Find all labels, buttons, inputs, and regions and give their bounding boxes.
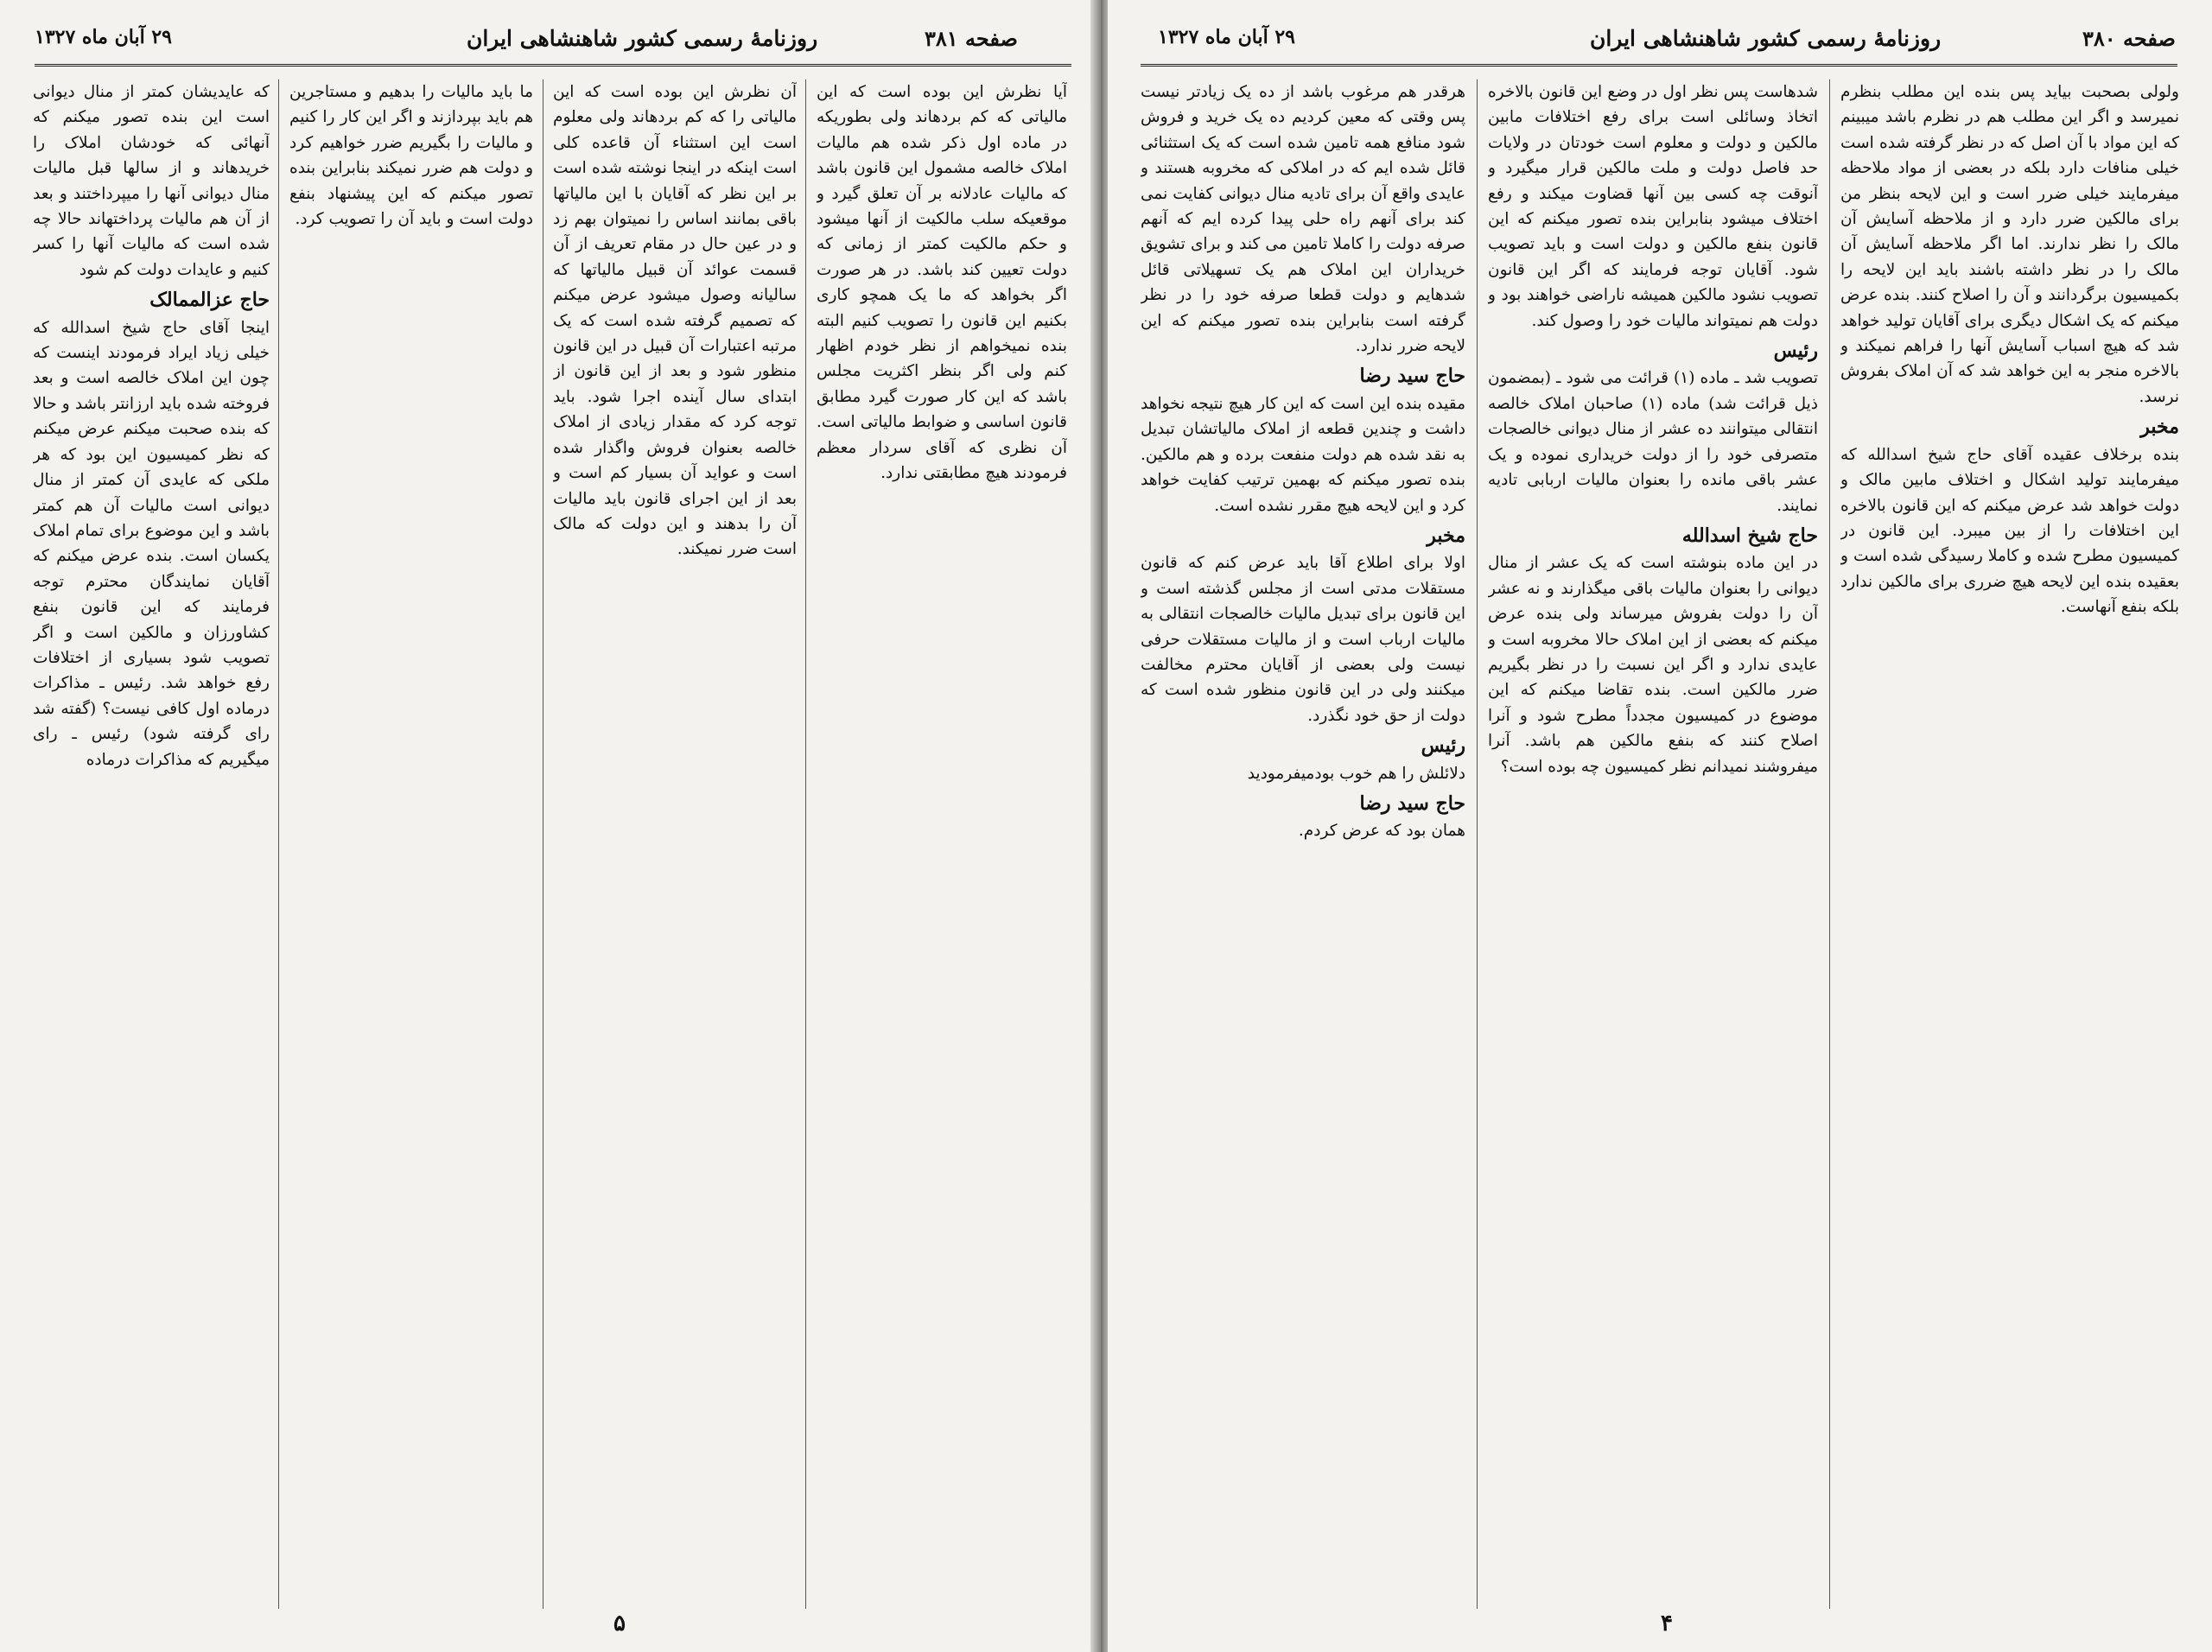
left-col4b-text: اینجا آقای حاج شیخ اسدالله که خیلی زیاد ایراد فرمودند اینست که چون این املاک خالصه است و بعد فروخته شده باید ارزانتر باشد و حالا که بنده صحبت میکنم عرض میکنم که نظر کمیسیون این بود که هر ملکی که عایدی آن کمتر از منال دیوانی است مالیات آن هم کمتر باشد و این موضوع برای تمام املاک یکسان است. بنده عرض میکنم که آقایان نمایندگان محترم توجه فرمایند که این قانون بنفع کشاورزان و مالکین است و اگر تصویب شود بسیاری از اختلافات رفع خواهد شد. رئیس ـ مذاکرات درماده اول کافی نیست؟ (گفته شد رای گرفته شود) رئیس ـ رای میگیریم که مذاکرات درماده xyxy=(33,318,270,769)
right-col1-text: هرقدر هم مرغوب باشد از ده یک زیادتر نیست پس وقتی که معین کردیم ده یک خرید و فروش شود منافع همه تامین شده است که یک استثنائی قائل شده ایم که در املاکی که مخروبه هستند و عایدی واقع آن برای تادیه منال دیوانی کفایت نمی کند برای آنهم راه حلی پیدا کرده ایم که آنهم صرفه دولت را کاملا تامین می کند و برای تشویق خریداران این املاک هم یک تسهیلاتی قائل شدهایم و دولت قطعا صرفه خود را در نظر گرفته است بنابراین بنده تصور میکنم که این لایحه ضرر ندارد. xyxy=(1141,83,1465,356)
left-column-3 xyxy=(289,79,533,1609)
column-divider xyxy=(805,79,806,1609)
left-column-2 xyxy=(553,79,797,1609)
right-col1e-text: همان بود که عرض کردم. xyxy=(1298,822,1465,841)
speaker-name: رئیس xyxy=(1421,734,1465,758)
left-col1-text: آیا نظرش این بوده است که این مالیاتی که کم بردهاند ولی بطوریکه در ماده اول ذکر شده هم مالیات املاک خالصه مشمول این قانون باشد که مالیات عادلانه بر آن تعلق گیرد و موقعیکه سلب مالکیت از آنها میشود و حکم مالکیت کمتر از زمانی که دولت تعیین کند باشد. در هر صورت اگر بخواهد که ما یک همچو کاری بکنیم این قانون را تصویب کنیم البته بنده نمیخواهم از نظر خودم اظهار کنم ولی اگر بنظر اکثریت مجلس باشد که این کار صورت گیرد مطابق قانون اساسی و ضوابط مالیاتی است. آن نظری که آقای سردار معظم فرمودند هیچ مطابقتی ندارد. xyxy=(817,83,1067,483)
right-col2b-text: تصویب شد ـ ماده (۱) قرائت می شود ـ (بمضمون ذیل قرائت شد) ماده (۱) صاحبان املاک خالصه انتقالی میتوانند ده عشر از منال دیوانی خالصجات متصرفی خود را از دولت خریداری نموده و یک عشر باقی مانده را بعنوان مالیات اربابی تادیه نمایند. xyxy=(1488,369,1818,515)
left-footer-page-number: ۵ xyxy=(613,1611,626,1636)
left-column-1 xyxy=(817,79,1067,1609)
right-column-3 xyxy=(1840,79,2179,1609)
right-page xyxy=(1108,0,2212,1652)
column-divider xyxy=(1829,79,1830,1609)
right-col1c-text: اولا برای اطلاع آقا باید عرض کنم که قانون مستقلات مدتی است از مجلس گذشته است و این قانون برای تبدیل مالیات خالصجات انتقالی به مالیات ارباب است و از مالیات مستقلات حرفی نیست ولی بعضی از آقایان محترم مخالفت میکنند ولی در این قانون منظور شده است که دولت از حق خود نگذرد. xyxy=(1141,554,1465,725)
right-col3-text: ولولی بصحبت بیاید پس بنده این مطلب بنظرم نمیرسد و اگر این مطلب هم در نظرم باشد میبینم که این مواد با آن اصل که در نظر گرفته شده است خیلی منافات دارد بلکه در بعضی از مواد ملاحظه میفرمایند خیلی ضرر است و این لایحه بنظر من برای مالکین ضرر دارد و از ملاحظه آسایش آن مالک را نظر ندارند. اما اگر ملاحظه آسایش آن مالک را در نظر داشته باشند باید این لایحه را بکمیسیون برگردانند و آن را اصلاح کنند. بنده عرض میکنم که یک اشکال دیگری برای آقایان تولید خواهد شد که هیچ اسباب آسایش آنها را فراهم نمیکند و بالاخره منجر به این خواهد شد که آن املاک بفروش نرسد. xyxy=(1840,83,2179,406)
left-col4-text: که عایدیشان کمتر از منال دیوانی است این بنده تصور میکنم که آنهائی که خودشان املاک را خریدهاند و از سالها قبل مالیات منال دیوانی آنها را میپرداختند و بعد از آن هم مالیات پرداختهاند حالا چه شده است که مالیات آنها را کسر کنیم و عایدات دولت کم شود xyxy=(33,83,270,279)
speaker-name: رئیس xyxy=(1773,340,1818,363)
right-col1b-text: مقیده بنده این است که این کار هیچ نتیجه نخواهد داشت و چندین قطعه از املاک مالیاتشان تبدیل به نقد شده هم دولت منفعت برده و هم مالکین. بنده تصور میکنم که بهمین ترتیب کفایت خواهد کرد و این لایحه هیچ مقرر نشده است. xyxy=(1141,394,1465,515)
speaker-name: حاج شیخ اسدالله xyxy=(1681,524,1818,547)
left-header-title: روزنامهٔ رسمی کشور شاهنشاهی ایران xyxy=(467,26,818,51)
right-footer-page-number: ۴ xyxy=(1661,1611,1673,1636)
column-divider xyxy=(278,79,279,1609)
right-col3b-text: بنده برخلاف عقیده آقای حاج شیخ اسدالله که میفرمایند تولید اشکال و اختلاف مابین مالک و دولت خواهد شد عرض میکنم که این قانون بالاخره این اختلافات را از بین میبرد. این قانون در کمیسیون مطرح شده و کاملا رسیدگی شده است و بعقیده بنده این لایحه هیچ ضرری برای مالکین ندارد بلکه بنفع آنهاست. xyxy=(1840,445,2179,617)
speaker-name: حاج سید رضا xyxy=(1359,791,1465,815)
right-col2-text: شدهاست پس نظر اول در وضع این قانون بالاخره اتخاذ وسائلی است برای رفع اختلافات مابین مالکین و دولت و معلوم است خودتان در ولایات حد فاصل دولت و ملت مالکین قرار میگیرد و آنوقت چه کسی بین آنها قضاوت میکند و رفع اختلاف میشود بنابراین بنده تصور میکنم که این قانون بنفع مالکین و دولت است و باید تصویب شود. آقایان توجه فرمایند که اگر این قانون تصویب نشود مالکین همیشه ناراضی خواهند بود و دولت هم نمیتواند مالیات خود را وصول کند. xyxy=(1488,83,1818,330)
left-page xyxy=(0,0,1096,1652)
left-col2-text: آن نظرش این بوده است که این مالیاتی را که کم بردهاند ولی معلوم است این استثناء آن قاعده کلی است اینکه در اینجا نوشته شده است بر این نظر که آقایان با این مالیاتها باقی بمانند اساس را نمیتوان بهم زد و در عین حال در مقام تعریف از آن قسمت عوائد آن قبیل مالیاتها که سالیانه وصول میشود عرض میکنم که تصمیم گرفته شده است که یک مرتبه اعتبارات آن قبیل در این قانون منظور شود و بعد از این قانون از ابتدای سال آینده اجرا شود. باید توجه کرد که مقدار زیادی از املاک خالصه بعنوان فروش واگذار شده است و عواید آن بسیار کم است و بعد از این اجرای قانون باید مالیات آن را بدهند و این دولت که مالک است ضرر نمیکند. xyxy=(553,83,797,559)
right-column-2 xyxy=(1488,79,1818,1609)
left-page-header xyxy=(35,19,1071,67)
right-header-page-number: صفحه ۳۸۰ xyxy=(2082,26,2176,51)
left-header-date: ۲۹ آبان ماه ۱۳۲۷ xyxy=(35,26,172,48)
right-header-date: ۲۹ آبان ماه ۱۳۲۷ xyxy=(1158,26,1295,48)
speaker-name: مخبر xyxy=(1427,524,1465,547)
right-col2c-text: در این ماده بنوشته است که یک عشر از منال دیوانی را بعنوان مالیات باقی میگذارند و نه عشر آن را دولت بفروش میرساند ولی بنده عرض میکنم که بعضی از این املاک حالا مخروبه است و عایدی ندارد و اگر این نسبت را در نظر بگیریم ضرر مالکین است. بنده تقاضا میکنم که این موضوع در کمیسیون مجدداً مطرح شود و آنرا اصلاح کنند که بنفع مالکین هم باشد. آنرا میفروشند نمیدانم نظر کمیسیون چه بوده است؟ xyxy=(1488,554,1818,776)
speaker-name: حاج عزالممالک xyxy=(149,289,270,312)
right-page-header xyxy=(1141,19,2177,67)
left-header-page-number: صفحه ۳۸۱ xyxy=(925,26,1018,51)
right-column-1 xyxy=(1141,79,1465,1609)
left-column-4 xyxy=(33,79,270,1609)
speaker-name: حاج سید رضا xyxy=(1359,365,1465,388)
right-header-title: روزنامهٔ رسمی کشور شاهنشاهی ایران xyxy=(1590,26,1942,51)
right-col1d-text: دلائلش را هم خوب بودمیفرمودید xyxy=(1247,764,1465,783)
left-col3-text: ما باید مالیات را بدهیم و مستاجرین هم باید بپردازند و اگر این کار را کنیم و مالیات را بگیریم ضرر خواهیم کرد و دولت هم ضرر نمیکند بنابراین بنده تصور میکنم که این پیشنهاد بنفع دولت است و باید آن را تصویب کرد. xyxy=(289,83,533,229)
speaker-name: مخبر xyxy=(2140,416,2179,439)
column-divider xyxy=(1477,79,1478,1609)
